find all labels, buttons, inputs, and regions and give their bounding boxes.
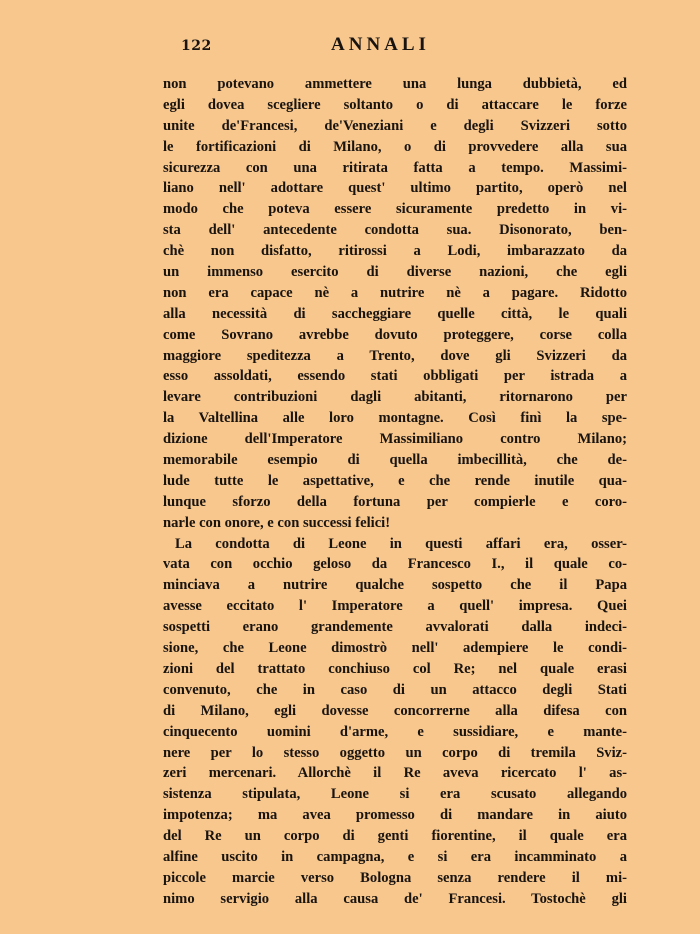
text-line: del Re un corpo di genti fiorentine, il quale era (163, 828, 627, 845)
text-line: sicurezza con una ritirata fatta a tempo. Massimi- (163, 159, 627, 176)
text-line: lunque sforzo della fortuna per compierle e coro- (163, 493, 627, 510)
text-line: zeri mercenari. Allorchè il Re aveva ricercato l' as- (163, 765, 627, 782)
text-line: impotenza; ma avea promesso di mandare in aiuto (163, 807, 627, 824)
text-line: sta dell' antecedente condotta sua. Disonorato, ben- (163, 222, 627, 239)
text-line: sospetti erano grandemente avvalorati dalla indeci- (163, 619, 627, 636)
text-line: lude tutte le aspettative, e che rende inutile qua- (163, 472, 627, 489)
text-line: cinquecento uomini d'arme, e sussidiare, e mante- (163, 723, 627, 740)
text-line: un immenso esercito di diverse nazioni, che egli (163, 264, 627, 281)
text-line: sistenza stipulata, Leone si era scusato allegando (163, 786, 627, 803)
text-line: levare contribuzioni dagli abitanti, ritornarono per (163, 389, 627, 406)
text-line: chè non disfatto, ritirossi a Lodi, imbarazzato da (163, 243, 627, 260)
text-line: sione, che Leone dimostrò nell' adempiere le condi- (163, 640, 627, 657)
text-line: memorabile esempio di quella imbecillità, che de- (163, 452, 627, 469)
text-line: non potevano ammettere una lunga dubbietà, ed (163, 76, 627, 92)
text-line: avesse eccitato l' Imperatore a quell' impresa. Quei (163, 598, 627, 615)
text-line: unite de'Francesi, de'Veneziani e degli Svizzeri sotto (163, 117, 627, 134)
paragraph-2 (163, 534, 627, 910)
text-line: maggiore speditezza a Trento, dove gli Svizzeri da (163, 347, 627, 364)
text-line: alfine uscito in campagna, e si era incamminato a (163, 848, 627, 865)
text-line: modo che poteva essere sicuramente predetto in vi- (163, 201, 627, 218)
text-line: La condotta di Leone in questi affari era, osser- (175, 535, 627, 552)
text-line: nimo servigio alla causa de' Francesi. Tostochè gli (163, 890, 627, 907)
text-line: alla necessità di saccheggiare quelle città, le quali (163, 305, 627, 322)
text-line: non era capace nè a nutrire nè a pagare. Ridotto (163, 284, 627, 301)
text-line: dizione dell'Imperatore Massimiliano contro Milano; (163, 431, 627, 448)
text-line: narle con onore, e con successi felici! (163, 514, 391, 531)
text-line: minciava a nutrire qualche sospetto che il Papa (163, 577, 627, 594)
text-line: nere per lo stesso oggetto un corpo di tremila Sviz- (163, 744, 627, 761)
text-line: la Valtellina alle loro montagne. Così finì la spe- (163, 410, 627, 427)
text-line: le fortificazioni di Milano, o di provvedere alla sua (163, 138, 627, 155)
page-header (181, 34, 458, 60)
text-line: esso assoldati, essendo stati obbligati per istrada a (163, 368, 627, 385)
running-title: ANNALI (331, 34, 430, 55)
text-line: vata con occhio geloso da Francesco I., il quale co- (163, 556, 627, 573)
text-line: zioni del trattato conchiuso col Re; nel quale erasi (163, 660, 627, 677)
text-line: liano nell' adottare quest' ultimo partito, operò nel (163, 180, 627, 197)
paragraph-1 (163, 74, 627, 534)
text-line: piccole marcie verso Bologna senza rendere il mi- (163, 869, 627, 886)
text-line: convenuto, che in caso di un attacco degli Stati (163, 681, 627, 698)
text-line: come Sovrano avrebbe dovuto proteggere, corse colla (163, 326, 627, 343)
page-number: 122 (181, 38, 212, 54)
text-line: di Milano, egli dovesse concorrerne alla difesa con (163, 702, 627, 719)
body-text (163, 74, 627, 910)
text-line: egli dovea scegliere soltanto o di attaccare le forze (163, 96, 627, 113)
